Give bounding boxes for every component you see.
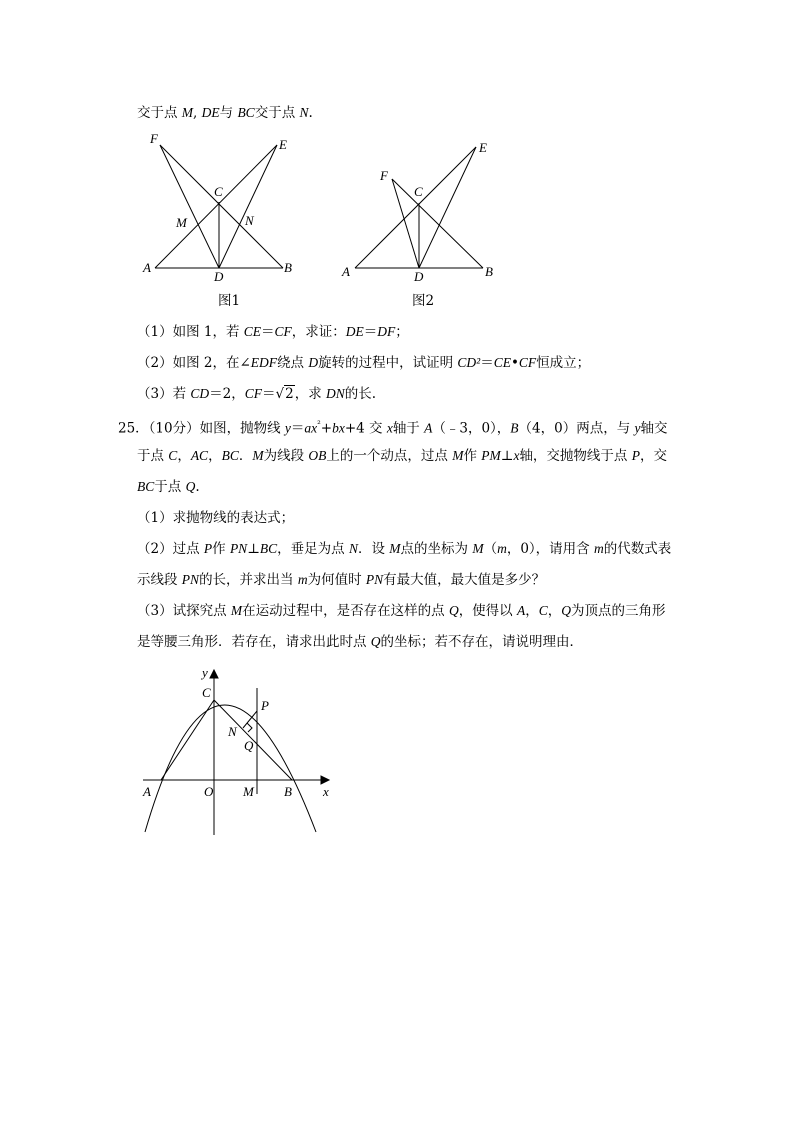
fig3-label-y: y bbox=[202, 665, 208, 680]
text: ＝ bbox=[363, 324, 378, 340]
var: DN bbox=[326, 386, 345, 401]
text: （2）如图 2，在∠ bbox=[137, 355, 251, 371]
var: PN bbox=[365, 572, 384, 587]
text: ，求 bbox=[294, 386, 327, 402]
var: B bbox=[510, 420, 519, 436]
var: N bbox=[299, 105, 309, 120]
text: 轴交 bbox=[640, 420, 668, 437]
sup: ² bbox=[317, 420, 321, 430]
var: P bbox=[203, 541, 213, 556]
var: BC bbox=[237, 105, 255, 120]
text: + bbox=[320, 420, 333, 437]
fig2-label-B: B bbox=[485, 264, 493, 279]
var: BC bbox=[137, 479, 155, 494]
var: CF bbox=[244, 386, 263, 401]
text: ，使得以 bbox=[458, 603, 517, 619]
text: （﹣3，0）， bbox=[432, 420, 511, 437]
text: （4，0）两点，与 bbox=[518, 420, 635, 437]
text: 恒成立； bbox=[536, 355, 591, 371]
var: Q bbox=[370, 634, 381, 649]
text: 示线段 bbox=[137, 572, 182, 588]
var: m bbox=[497, 541, 507, 556]
fig3-label-P: P bbox=[261, 698, 269, 713]
var: x bbox=[386, 420, 393, 436]
q25-sub2-line1 bbox=[137, 540, 671, 558]
fig1-label-B: B bbox=[284, 260, 292, 275]
var: AC bbox=[190, 448, 209, 463]
var: A bbox=[424, 420, 433, 436]
text: ⊥ bbox=[500, 448, 514, 464]
var: PN bbox=[181, 572, 200, 587]
q24-part2 bbox=[137, 354, 590, 372]
var: M bbox=[389, 541, 401, 556]
var: PN bbox=[229, 541, 248, 556]
var: A bbox=[516, 603, 526, 618]
text: ＝2， bbox=[209, 386, 245, 402]
fig3-label-x: x bbox=[323, 784, 329, 799]
text: 的代数式表 bbox=[603, 541, 672, 557]
text: 轴，交抛物线于点 bbox=[519, 448, 632, 464]
text: 旋转的过程中，试证明 bbox=[318, 355, 458, 371]
var: CE bbox=[243, 324, 262, 339]
text: ⊥ bbox=[247, 541, 260, 557]
text: 的长. bbox=[344, 386, 377, 402]
var: CF bbox=[518, 355, 537, 370]
var: CE bbox=[493, 355, 511, 370]
var: D bbox=[308, 355, 319, 370]
var: m bbox=[297, 572, 308, 587]
fig2-label-D: D bbox=[414, 269, 424, 284]
text: （3）若 bbox=[137, 386, 191, 402]
fig1-label-E: E bbox=[279, 137, 287, 152]
text: 是等腰三角形．若存在，请求出此时点 bbox=[137, 634, 371, 650]
text: ，求证： bbox=[291, 324, 346, 340]
question-number: 25．（10分）如图，抛物线 bbox=[118, 420, 285, 437]
text: 轴于 bbox=[392, 420, 425, 437]
text: 上的一个动点，过点 bbox=[326, 448, 453, 464]
text: 为线段 bbox=[263, 448, 309, 464]
text: 作 bbox=[463, 448, 482, 464]
text: （2）过点 bbox=[137, 541, 204, 557]
sqrt-sign: √ bbox=[275, 386, 285, 402]
text: ，垂足为点 bbox=[277, 541, 349, 557]
var: CF bbox=[274, 324, 292, 339]
var: M bbox=[252, 448, 264, 463]
var: Q bbox=[185, 479, 196, 494]
text: 的坐标；若不存在，请说明理由． bbox=[380, 634, 584, 650]
text: （3）试探究点 bbox=[137, 603, 231, 619]
q25-line2 bbox=[137, 447, 667, 465]
fig3-label-M: M bbox=[243, 784, 254, 799]
figure-1 bbox=[0, 0, 794, 320]
text: ＝ bbox=[290, 420, 305, 437]
fig3-label-Q: Q bbox=[244, 738, 254, 753]
var: M bbox=[230, 603, 243, 618]
q25-line3 bbox=[137, 478, 200, 496]
text: ， bbox=[547, 603, 562, 619]
var: EDF bbox=[250, 355, 278, 370]
text: 作 bbox=[212, 541, 230, 557]
text: 的长，并求出当 bbox=[199, 572, 298, 588]
text: 为顶点的三角形 bbox=[571, 603, 666, 619]
sqrt-expression bbox=[276, 385, 295, 403]
fig3-label-O: O bbox=[204, 784, 214, 799]
text: . bbox=[308, 105, 313, 121]
fig2-label-C: C bbox=[414, 184, 423, 199]
text: 绕点 bbox=[277, 355, 309, 371]
text: 交于点 bbox=[137, 105, 182, 121]
text: . bbox=[195, 479, 200, 495]
fig1-label-N: N bbox=[245, 213, 254, 228]
fig1-label-A: A bbox=[143, 260, 151, 275]
text: ，0），请用含 bbox=[506, 541, 594, 557]
var: BC bbox=[221, 448, 239, 463]
text: , bbox=[193, 105, 202, 121]
var: M bbox=[181, 105, 194, 120]
fig1-label-M: M bbox=[176, 215, 187, 230]
var: PM bbox=[481, 448, 501, 463]
text: ， bbox=[525, 603, 539, 619]
text: ， bbox=[208, 448, 222, 464]
var: DE bbox=[201, 105, 220, 120]
var: y bbox=[634, 420, 641, 436]
var: BC bbox=[259, 541, 278, 556]
text: 在运动过程中，是否存在这样的点 bbox=[242, 603, 449, 619]
var: bx bbox=[332, 420, 345, 436]
text: 于点 bbox=[154, 479, 186, 495]
var: x bbox=[513, 448, 520, 463]
fig2-label-A: A bbox=[342, 264, 350, 279]
fig2-label-E: E bbox=[479, 140, 487, 155]
var: DF bbox=[377, 324, 396, 339]
var: C bbox=[168, 448, 178, 463]
var: OB bbox=[308, 448, 327, 463]
text: • bbox=[510, 355, 519, 371]
text: 点的坐标为 bbox=[400, 541, 473, 557]
sqrt-value: 2 bbox=[285, 386, 294, 402]
var: CD bbox=[190, 386, 210, 401]
var: CD² bbox=[457, 355, 481, 370]
q25-sub1: （1）求抛物线的表达式； bbox=[137, 510, 295, 526]
fig3-label-B: B bbox=[284, 784, 292, 799]
q24-part3 bbox=[137, 385, 376, 403]
var: M bbox=[472, 541, 484, 556]
q25-line1 bbox=[118, 416, 668, 438]
text: ． bbox=[238, 448, 253, 464]
fig1-caption: 图1 bbox=[218, 293, 241, 309]
var: P bbox=[631, 448, 640, 463]
text: 为何值时 bbox=[307, 572, 366, 588]
fig2-label-F: F bbox=[380, 168, 388, 183]
fig3-label-A: A bbox=[143, 784, 151, 799]
text: ； bbox=[395, 324, 409, 340]
text: ， bbox=[177, 448, 191, 464]
text: （ bbox=[483, 541, 498, 557]
q25-sub2-line2 bbox=[137, 571, 545, 589]
text: 交于点 bbox=[254, 105, 300, 121]
var: Q bbox=[448, 603, 459, 618]
text: ＝ bbox=[480, 355, 494, 371]
var: y bbox=[284, 420, 291, 436]
fig1-label-C: C bbox=[214, 184, 223, 199]
text: ＝ bbox=[262, 386, 276, 402]
var: C bbox=[538, 603, 548, 618]
text: （1）如图 1，若 bbox=[137, 324, 244, 340]
fig1-label-F: F bbox=[150, 131, 158, 146]
text: 有最大值，最大值是多少？ bbox=[383, 572, 546, 588]
var: DE bbox=[345, 324, 364, 339]
fig1-label-D: D bbox=[214, 269, 224, 284]
q25-sub3-line2 bbox=[137, 633, 583, 651]
fig2-caption: 图2 bbox=[412, 293, 435, 309]
text: +4 交 bbox=[344, 420, 387, 437]
fig3-label-N: N bbox=[228, 724, 237, 739]
text: 于点 bbox=[137, 448, 169, 464]
text: ＝ bbox=[261, 324, 275, 340]
text: ，交 bbox=[639, 448, 667, 464]
q25-sub3-line1 bbox=[137, 602, 666, 620]
text: ．设 bbox=[357, 541, 390, 557]
q24-part1 bbox=[137, 323, 409, 341]
var: N bbox=[348, 541, 358, 556]
var: m bbox=[593, 541, 604, 556]
var: M bbox=[452, 448, 464, 463]
figure-3-parabola bbox=[0, 660, 794, 850]
var: Q bbox=[561, 603, 571, 618]
text: 与 bbox=[219, 105, 238, 121]
fig3-label-C: C bbox=[202, 685, 211, 700]
var: ax bbox=[304, 420, 318, 436]
